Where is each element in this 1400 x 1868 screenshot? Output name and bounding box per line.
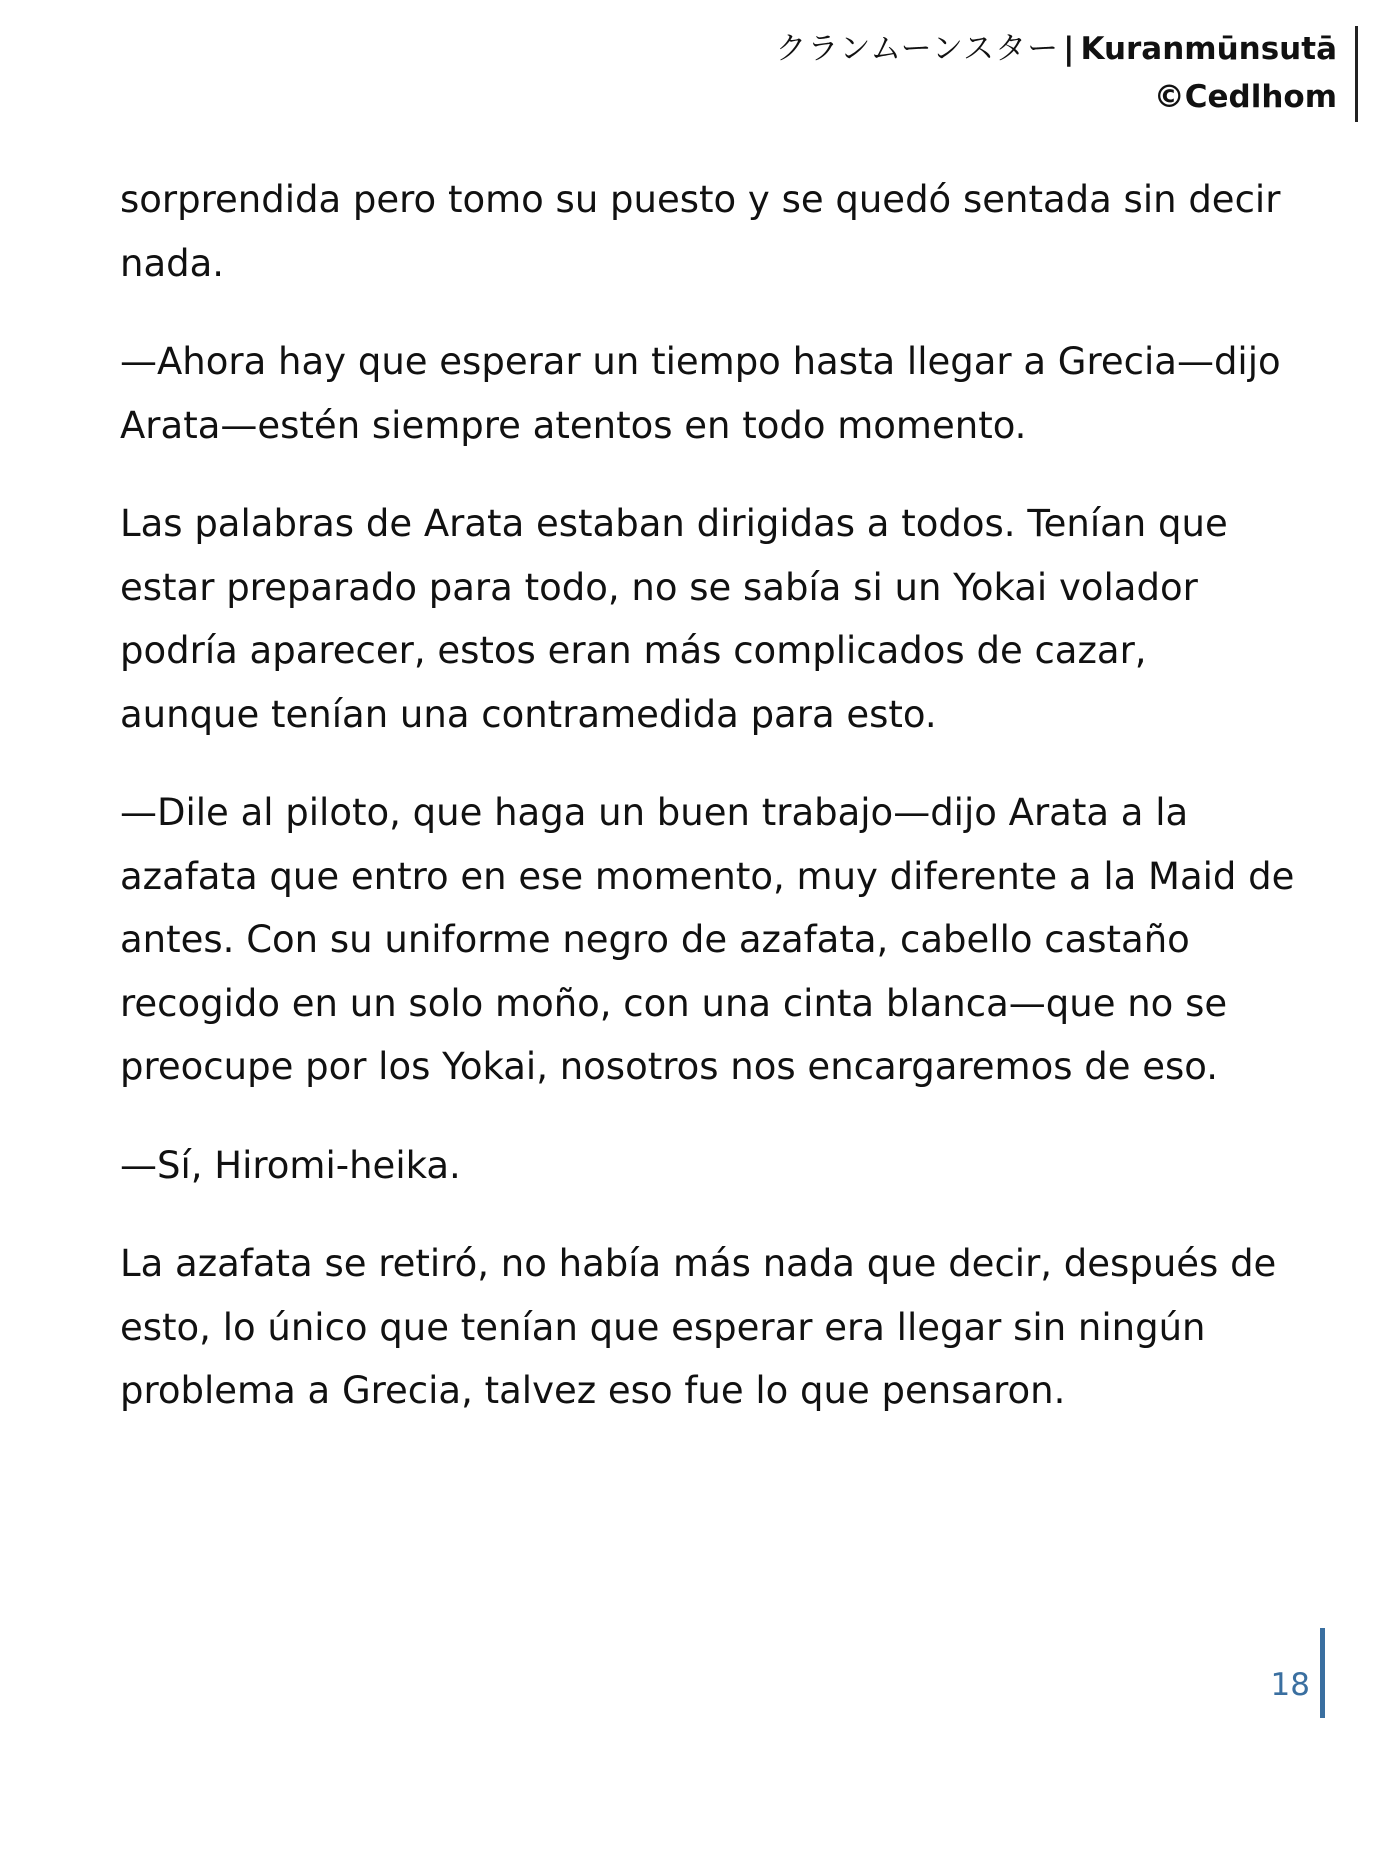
header-copyright: ©Cedlhom bbox=[1153, 79, 1337, 115]
body-text bbox=[120, 168, 1295, 1458]
paragraph: —Ahora hay que esperar un tiempo hasta llegar a Grecia—dijo Arata—estén siempre atentos en todo momento. bbox=[120, 340, 1281, 447]
page-number: 18 bbox=[1270, 1667, 1310, 1703]
header-japanese-title: クランムーンスター bbox=[775, 31, 1060, 67]
page-number-bar bbox=[1320, 1628, 1325, 1718]
page-header bbox=[775, 26, 1358, 122]
paragraph: Las palabras de Arata estaban dirigidas a todos. Tenían que estar preparado para todo, no se sabía si un Yokai volador podría aparecer, estos eran más complicados de cazar, aunque tenían una contramedida para esto. bbox=[120, 502, 1228, 736]
header-title-line bbox=[775, 26, 1337, 72]
paragraph: —Sí, Hiromi-heika. bbox=[120, 1143, 461, 1187]
paragraph: —Dile al piloto, que haga un buen trabajo—dijo Arata a la azafata que entro en ese momento, muy diferente a la Maid de antes. Con su uniforme negro de azafata, cabello castaño recogido en un solo moño, con una cinta blanca—que no se preocupe por los Yokai, nosotros nos encargaremos de eso. bbox=[120, 791, 1295, 1088]
header-romaji-title: Kuranmūnsutā bbox=[1080, 31, 1337, 67]
header-separator: | bbox=[1063, 31, 1075, 67]
paragraph: sorprendida pero tomo su puesto y se quedó sentada sin decir nada. bbox=[120, 178, 1281, 285]
paragraph: La azafata se retiró, no había más nada que decir, después de esto, lo único que tenían que esperar era llegar sin ningún problema a Grecia, talvez eso fue lo que pensaron. bbox=[120, 1242, 1277, 1412]
